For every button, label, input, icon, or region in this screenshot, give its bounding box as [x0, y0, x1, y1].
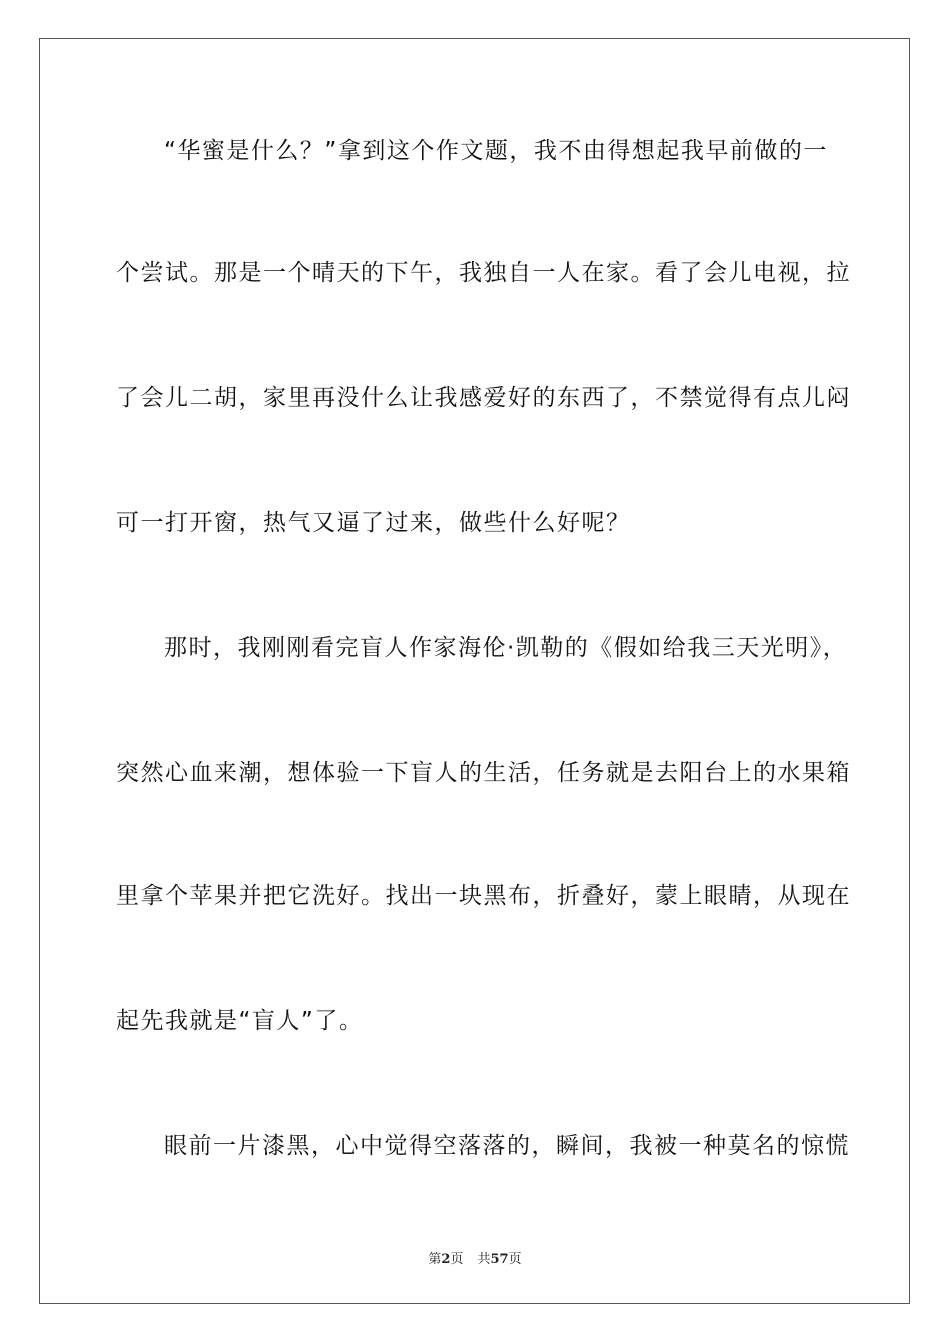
paragraph-line: 里拿个苹果并把它洗好。找出一块黑布，折叠好，蒙上眼睛，从现在	[116, 883, 851, 909]
paragraph-line: 眼前一片漆黑，心中觉得空落落的，瞬间，我被一种莫名的惊慌	[164, 1133, 850, 1159]
page-footer	[0, 1248, 950, 1267]
page-prefix: 第	[428, 1252, 442, 1267]
total-prefix: 共	[477, 1252, 491, 1267]
page-number: 2	[441, 1252, 451, 1267]
page-suffix: 页	[450, 1252, 464, 1267]
paragraph-line: 可一打开窗，热气又逼了过来，做些什么好呢？	[116, 510, 631, 536]
total-pages: 57	[490, 1252, 509, 1267]
page-frame	[39, 38, 910, 1304]
paragraph-line: 个尝试。那是一个晴天的下午，我独自一人在家。看了会儿电视，拉	[116, 260, 851, 286]
paragraph-line: 突然心血来潮，想体验一下盲人的生活，任务就是去阳台上的水果箱	[116, 760, 851, 786]
paragraph-line: “华蜜是什么？”拿到这个作文题，我不由得想起我早前做的一	[164, 138, 828, 164]
paragraph-line: 那时，我刚刚看完盲人作家海伦·凯勒的《假如给我三天光明》，	[164, 635, 848, 661]
paragraph-line: 了会儿二胡，家里再没什么让我感爱好的东西了，不禁觉得有点儿闷	[116, 385, 851, 411]
total-suffix: 页	[508, 1252, 522, 1267]
paragraph-line: 起先我就是“盲人”了。	[116, 1008, 364, 1034]
